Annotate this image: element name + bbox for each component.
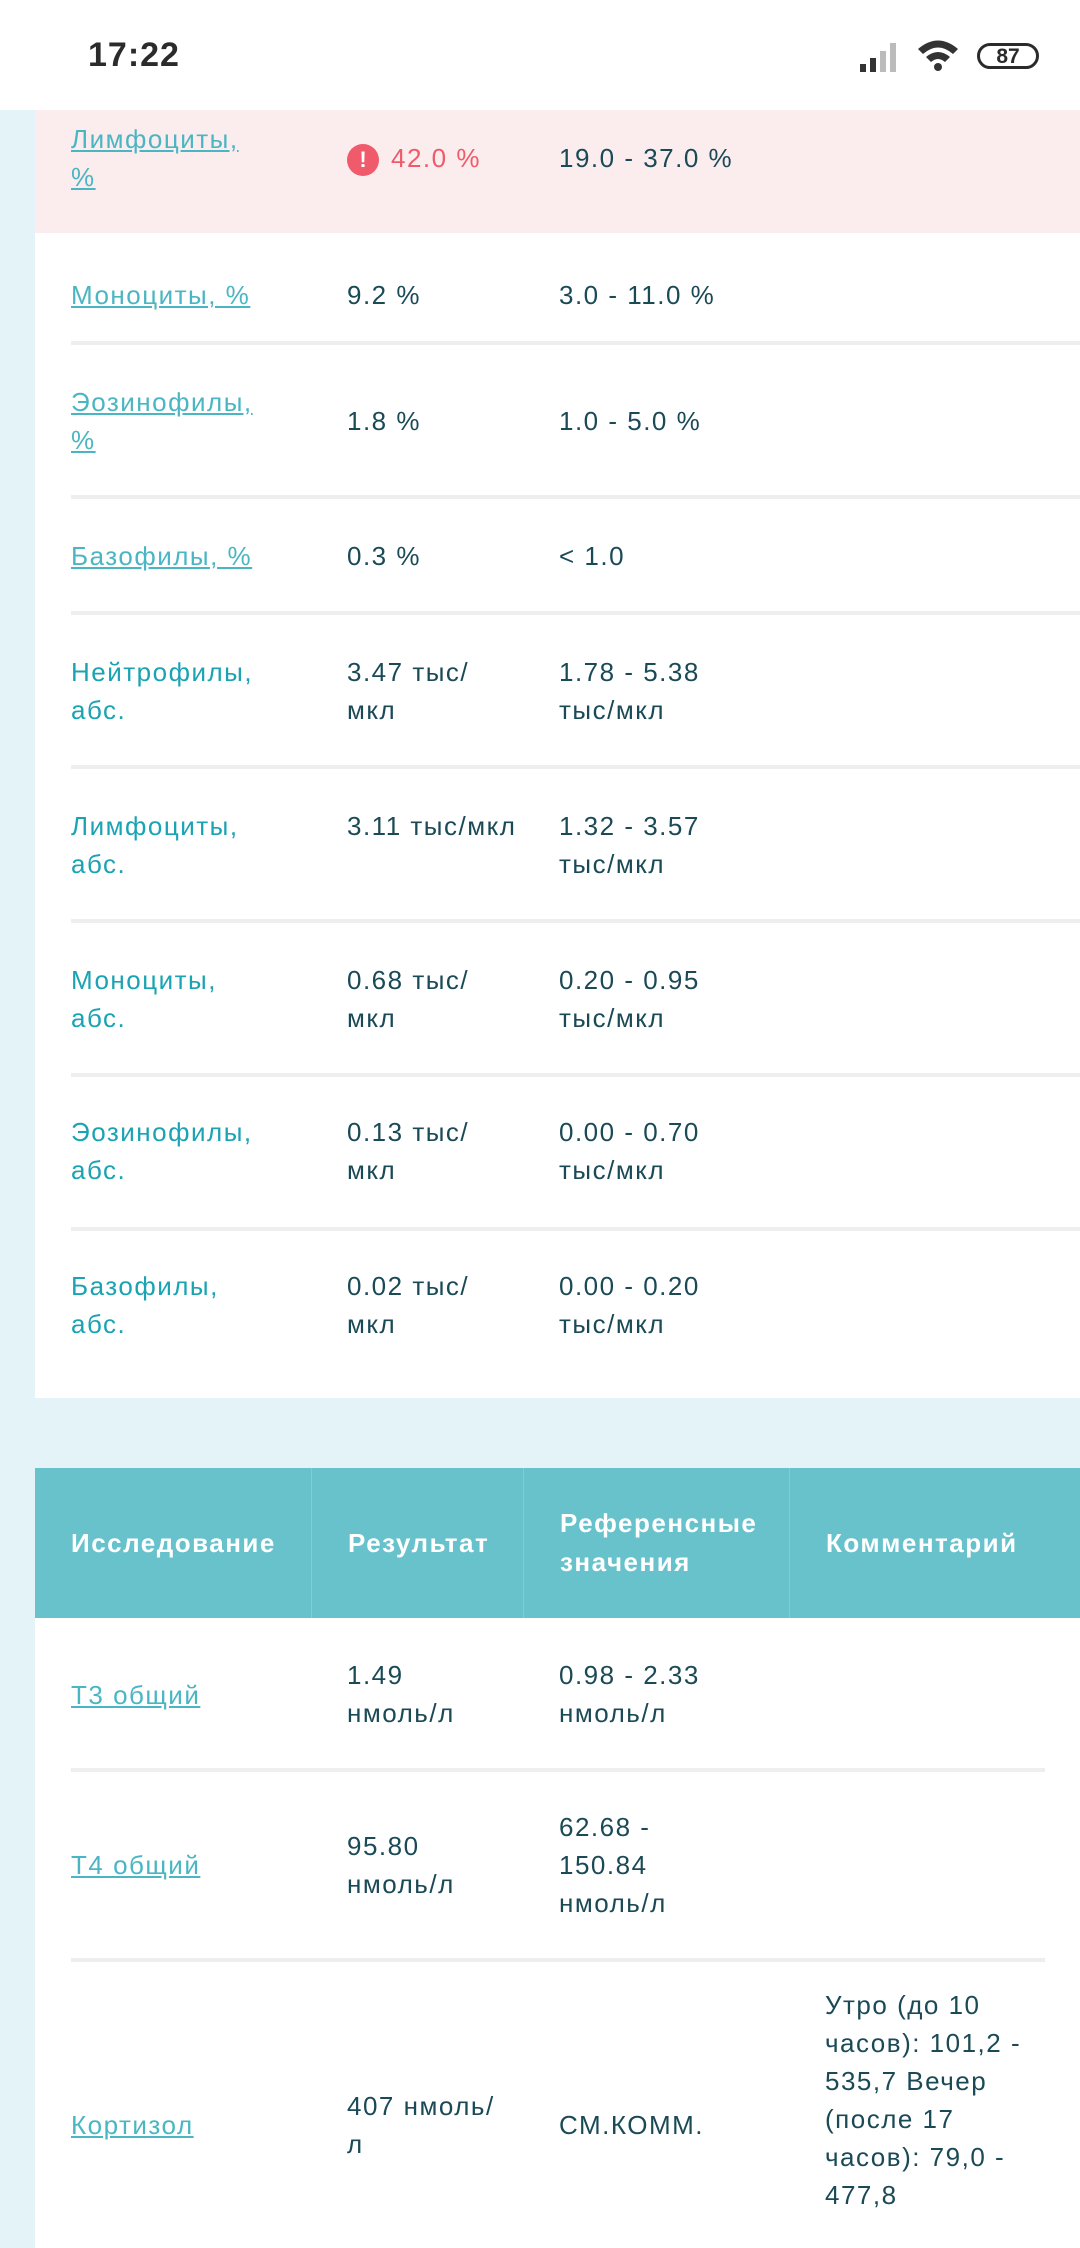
result-value: 1.49 нмоль/л [347, 1660, 455, 1728]
result-value: 0.13 тыс/мкл [347, 1117, 470, 1185]
table-row [35, 1962, 1080, 2248]
study-name: Моноциты, абс. [71, 965, 217, 1033]
signal-icon [858, 38, 904, 72]
table-row [35, 1077, 1080, 1227]
table-row [35, 1618, 1080, 1768]
comment-value: Утро (до 10 часов): 101,2 - 535,7 Вечер (после 17 часов): 79,0 - 477,8 [825, 1990, 1022, 2210]
result-value: 3.11 тыс/мкл [347, 811, 517, 841]
result-value: ! 42.0 % [347, 139, 547, 177]
battery-icon: 87 [977, 43, 1039, 69]
study-link[interactable]: Эозинофилы, % [71, 387, 253, 455]
table-row [35, 110, 1080, 233]
table-row [35, 233, 1080, 343]
study-link[interactable]: Т3 общий [71, 1680, 201, 1710]
reference-value: 0.98 - 2.33 нмоль/л [559, 1660, 700, 1728]
reference-value: 3.0 - 11.0 % [559, 280, 716, 310]
table-row [35, 499, 1080, 611]
table-row [35, 615, 1080, 765]
reference-value: 0.00 - 0.70 тыс/мкл [559, 1117, 700, 1185]
table-row [35, 345, 1080, 495]
wifi-icon [916, 38, 960, 72]
study-name: Базофилы, абс. [71, 1271, 219, 1339]
result-value: 0.3 % [347, 541, 421, 571]
reference-value: < 1.0 [559, 541, 626, 571]
header-comment: Комментарий [789, 1468, 1080, 1618]
result-value: 1.8 % [347, 406, 421, 436]
study-link[interactable]: Т4 общий [71, 1850, 201, 1880]
result-value: 0.02 тыс/мкл [347, 1271, 470, 1339]
table-row [35, 1231, 1080, 1391]
reference-value: 1.32 - 3.57 тыс/мкл [559, 811, 700, 879]
result-value: 0.68 тыс/мкл [347, 965, 470, 1033]
header-study: Исследование [71, 1527, 276, 1558]
study-link[interactable]: Лимфоциты, % [71, 124, 239, 192]
reference-value: 62.68 - 150.84 нмоль/л [559, 1812, 667, 1918]
result-value: 95.80 нмоль/л [347, 1831, 455, 1899]
alert-icon: ! [347, 144, 379, 176]
reference-value: 1.78 - 5.38 тыс/мкл [559, 657, 700, 725]
status-time: 17:22 [88, 36, 180, 74]
result-value: 407 нмоль/л [347, 2091, 495, 2159]
header-result: Результат [311, 1468, 523, 1618]
study-link[interactable]: Базофилы, % [71, 541, 253, 571]
result-value: 9.2 % [347, 280, 421, 310]
study-link[interactable]: Моноциты, % [71, 280, 251, 310]
status-bar [0, 0, 1080, 110]
table-header [35, 1468, 1080, 1618]
hormone-results-card [35, 1468, 1080, 2248]
study-link[interactable]: Кортизол [71, 2110, 194, 2140]
reference-value: 1.0 - 5.0 % [559, 406, 702, 436]
blood-results-card [35, 110, 1080, 1398]
table-row [35, 769, 1080, 919]
table-row [35, 1772, 1080, 1958]
result-value: 3.47 тыс/мкл [347, 657, 470, 725]
table-row [35, 923, 1080, 1073]
reference-value: СМ.КОММ. [559, 2110, 704, 2140]
header-reference: Референсные значения [523, 1468, 789, 1618]
reference-value: 0.20 - 0.95 тыс/мкл [559, 965, 700, 1033]
study-name: Нейтрофилы, абс. [71, 657, 254, 725]
study-name: Эозинофилы, абс. [71, 1117, 253, 1185]
reference-value: 19.0 - 37.0 % [559, 143, 734, 173]
reference-value: 0.00 - 0.20 тыс/мкл [559, 1271, 700, 1339]
study-name: Лимфоциты, абс. [71, 811, 239, 879]
